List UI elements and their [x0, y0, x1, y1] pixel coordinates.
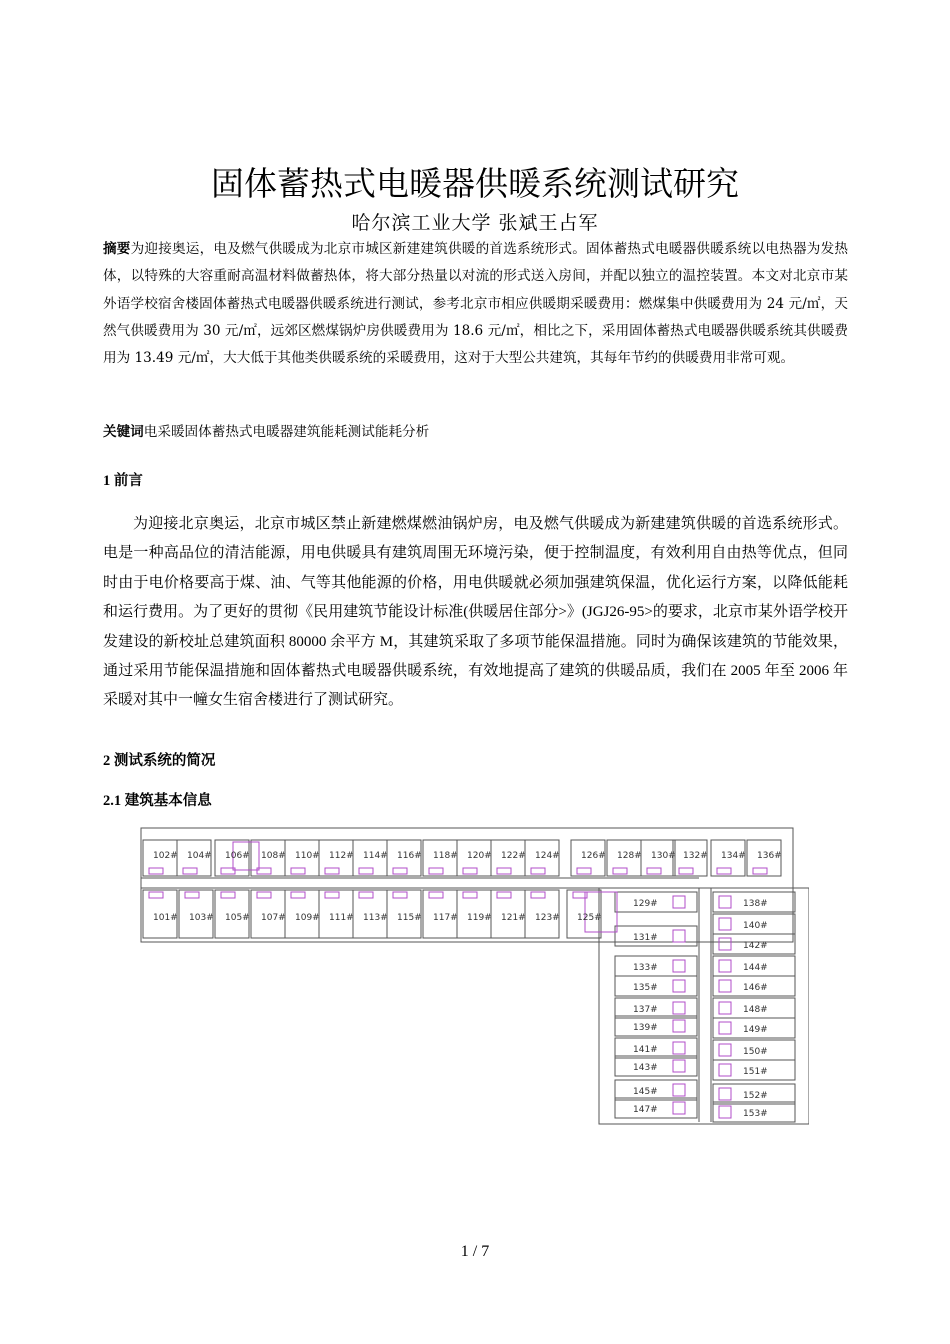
- furniture-mark: [719, 1044, 731, 1056]
- section-1-paragraph: 为迎接北京奥运，北京市城区禁止新建燃煤燃油锅炉房，电及燃气供暖成为新建建筑供暖的首选系统形式。电是一种高品位的清洁能源，用电供暖具有建筑周围无环境污染，便于控制温度，有效利用自由热等优点，但同时由于电价格要高于煤、油、气等其他能源的价格，用电供暖就必须加强建筑保温，优化运行方案，以降低能耗和运行费用。为了更好的贯彻《民用建筑节能设计标准(供暖居住部分>》(JGJ26-95>的要求，北京市某外语学校开发建设的新校址总建筑面积 80000 余平方 M，其建筑采取了多项节能保温措施。同时为确保该建筑的节能效果，通过采用节能保温措施和固体蓄热式电暖器供暖系统，有效地提高了建筑的供暖品质，我们在 2005 年至 2006 年采暖对其中一幢女生宿舍楼进行了测试研究。: [103, 516, 848, 709]
- room-label: 109#: [295, 913, 320, 923]
- furniture-mark: [719, 960, 731, 972]
- page-number: 1 / 7: [460, 1243, 490, 1260]
- section-1-heading: 1 前言: [103, 473, 143, 489]
- furniture-mark: [673, 980, 685, 992]
- room-label: 123#: [535, 913, 560, 923]
- furniture-mark: [753, 868, 767, 874]
- room-label: 143#: [633, 1063, 658, 1073]
- furniture-mark: [719, 896, 731, 908]
- floor-plan-furniture: [149, 842, 767, 1118]
- room-label: 131#: [633, 933, 658, 943]
- room-label: 112#: [329, 851, 354, 861]
- room-label: 115#: [397, 913, 422, 923]
- furniture-mark: [719, 938, 731, 950]
- furniture-mark: [719, 1002, 731, 1014]
- room-label: 142#: [743, 941, 768, 951]
- room-label: 139#: [633, 1023, 658, 1033]
- furniture-mark: [679, 868, 693, 874]
- room-label: 113#: [363, 913, 388, 923]
- room-label: 116#: [397, 851, 422, 861]
- furniture-mark: [291, 868, 305, 874]
- room-label: 150#: [743, 1047, 768, 1057]
- room-label: 102#: [153, 851, 178, 861]
- furniture-mark: [149, 868, 163, 874]
- floor-plan-room-labels: [153, 851, 782, 1119]
- room-label: 124#: [535, 851, 560, 861]
- furniture-mark: [719, 1088, 731, 1100]
- room-label: 118#: [433, 851, 458, 861]
- building-outline: [141, 828, 793, 942]
- furniture-mark: [673, 896, 685, 908]
- room-label: 120#: [467, 851, 492, 861]
- room-label: 148#: [743, 1005, 768, 1015]
- room-label: 147#: [633, 1105, 658, 1115]
- room-label: 106#: [225, 851, 250, 861]
- furniture-mark: [463, 868, 477, 874]
- paper-authors: 哈尔滨工业大学 张斌王占军: [351, 212, 599, 234]
- room-label: 128#: [617, 851, 642, 861]
- furniture-mark: [221, 892, 235, 898]
- room-label: 117#: [433, 913, 458, 923]
- furniture-mark: [497, 892, 511, 898]
- room-label: 114#: [363, 851, 388, 861]
- furniture-mark: [673, 1020, 685, 1032]
- room-label: 146#: [743, 983, 768, 993]
- furniture-mark: [673, 1060, 685, 1072]
- furniture-mark: [673, 1042, 685, 1054]
- furniture-mark: [719, 1064, 731, 1076]
- abstract-label: 摘要: [103, 241, 131, 257]
- room-label: 130#: [651, 851, 676, 861]
- room-label: 152#: [743, 1091, 768, 1101]
- room-label: 144#: [743, 963, 768, 973]
- furniture-mark: [325, 892, 339, 898]
- furniture-mark: [719, 1106, 731, 1118]
- furniture-mark: [429, 868, 443, 874]
- room-label: 134#: [721, 851, 746, 861]
- furniture-mark: [719, 1022, 731, 1034]
- furniture-mark: [257, 892, 271, 898]
- furniture-mark: [185, 892, 199, 898]
- furniture-mark: [359, 868, 373, 874]
- furniture-mark: [429, 892, 443, 898]
- room-label: 104#: [187, 851, 212, 861]
- room-label: 141#: [633, 1045, 658, 1055]
- furniture-mark: [673, 960, 685, 972]
- furniture-mark: [613, 868, 627, 874]
- furniture-mark: [359, 892, 373, 898]
- furniture-mark: [673, 1102, 685, 1114]
- room-label: 121#: [501, 913, 526, 923]
- furniture-mark: [183, 868, 197, 874]
- room-label: 126#: [581, 851, 606, 861]
- room-label: 135#: [633, 983, 658, 993]
- room-label: 136#: [757, 851, 782, 861]
- keywords: [103, 420, 848, 444]
- keywords-label: 关键词: [103, 424, 144, 440]
- room-label: 110#: [295, 851, 320, 861]
- wing-outline: [599, 888, 809, 1124]
- furniture-mark: [577, 868, 591, 874]
- room-label: 138#: [743, 899, 768, 909]
- room-label: 153#: [743, 1109, 768, 1119]
- room-label: 149#: [743, 1025, 768, 1035]
- furniture-mark: [463, 892, 477, 898]
- room-label: 140#: [743, 921, 768, 931]
- furniture-mark: [393, 868, 407, 874]
- furniture-mark: [291, 892, 305, 898]
- section-2-1-heading: 2.1 建筑基本信息: [103, 793, 212, 809]
- room-label: 137#: [633, 1005, 658, 1015]
- room-label: 133#: [633, 963, 658, 973]
- room-label: 119#: [467, 913, 492, 923]
- keywords-text: 电采暖固体蓄热式电暖器建筑能耗测试能耗分析: [143, 424, 430, 440]
- furniture-mark: [149, 892, 163, 898]
- paper-title: 固体蓄热式电暖器供暖系统测试研究: [211, 164, 739, 203]
- furniture-mark: [673, 930, 685, 942]
- section-2-heading: 2 测试系统的简况: [103, 753, 216, 769]
- furniture-mark: [531, 868, 545, 874]
- room-label: 111#: [329, 913, 354, 923]
- furniture-mark: [673, 1084, 685, 1096]
- room-label: 151#: [743, 1067, 768, 1077]
- furniture-mark: [393, 892, 407, 898]
- room-label: 125#: [577, 913, 602, 923]
- furniture-mark: [719, 918, 731, 930]
- floor-plan-walls: [141, 828, 809, 1124]
- furniture-mark: [497, 868, 511, 874]
- room-label: 122#: [501, 851, 526, 861]
- furniture-mark: [325, 868, 339, 874]
- room-label: 145#: [633, 1087, 658, 1097]
- room-label: 129#: [633, 899, 658, 909]
- furniture-mark: [531, 892, 545, 898]
- room-label: 132#: [683, 851, 708, 861]
- abstract: [103, 236, 848, 372]
- furniture-mark: [719, 980, 731, 992]
- furniture-mark: [673, 1002, 685, 1014]
- room-label: 108#: [261, 851, 286, 861]
- room-label: 103#: [189, 913, 214, 923]
- room-label: 107#: [261, 913, 286, 923]
- abstract-text: 为迎接奥运，电及燃气供暖成为北京市城区新建建筑供暖的首选系统形式。固体蓄热式电暖器供暖系统以电热器为发热体，以特殊的大容重耐高温材料做蓄热体，将大部分热量以对流的形式送入房间，并配以独立的温控装置。本文对北京市某外语学校宿舍楼固体蓄热式电暖器供暖系统进行测试，参考北京市相应供暖期采暖费用：燃煤集中供暖费用为 24 元/㎡，天然气供暖费用为 30 元/㎡，远郊区燃煤锅炉房供暖费用为 18.6 元/㎡，相比之下，采用固体蓄热式电暖器供暖系统其供暖费用为 13.49 元/㎡，大大低于其他类供暖系统的采暖费用，这对于大型公共建筑，其每年节约的供暖费用非常可观。: [103, 241, 849, 367]
- furniture-mark: [647, 868, 661, 874]
- room-label: 101#: [153, 913, 178, 923]
- room-label: 105#: [225, 913, 250, 923]
- floor-plan: [139, 826, 809, 1126]
- furniture-mark: [717, 868, 731, 874]
